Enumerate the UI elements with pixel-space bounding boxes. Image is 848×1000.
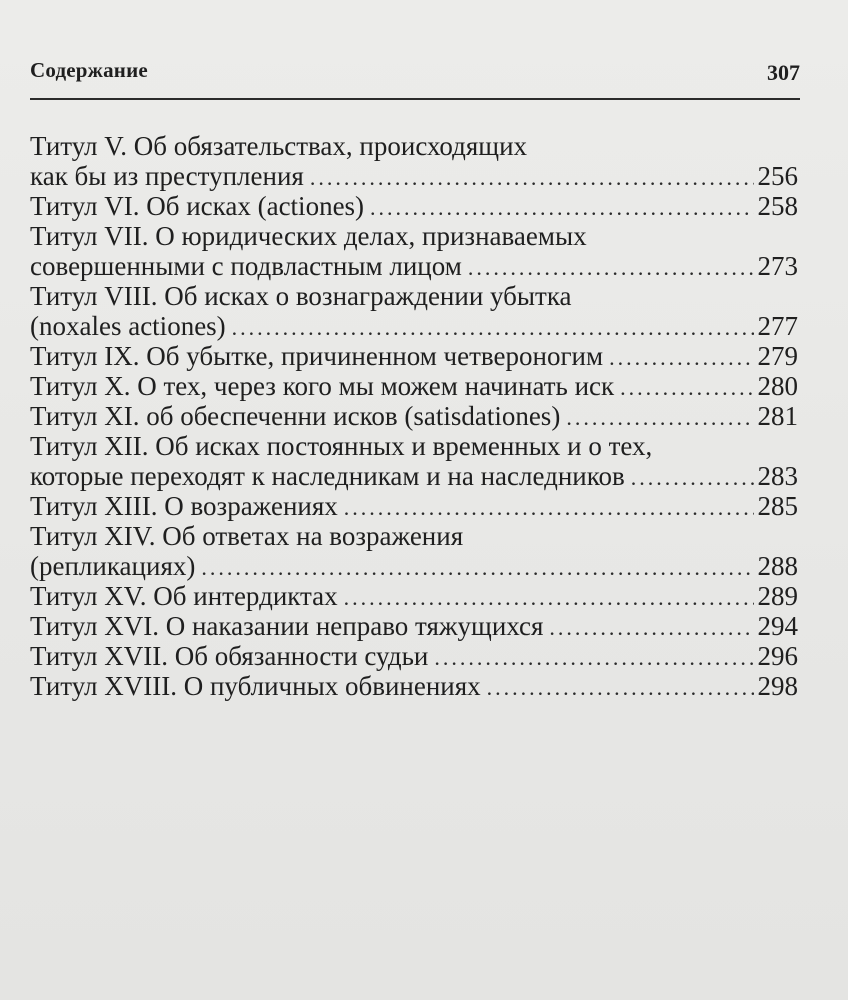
toc-page-number: 288 bbox=[757, 551, 798, 581]
toc-entry bbox=[30, 491, 798, 521]
toc-entry bbox=[30, 191, 798, 221]
toc-page-number: 281 bbox=[757, 401, 798, 431]
toc-entry-line bbox=[30, 281, 798, 311]
toc-entry-title: Титул VIII. Об исках о вознаграждении убытка bbox=[30, 281, 572, 311]
toc-entry-title: Титул X. О тех, через кого мы можем начинать иск bbox=[30, 371, 615, 401]
toc-entry bbox=[30, 641, 798, 671]
dot-leader bbox=[468, 253, 754, 283]
dot-leader bbox=[631, 463, 754, 493]
dot-leader bbox=[566, 403, 753, 433]
toc-entry bbox=[30, 671, 798, 701]
toc-entry-line bbox=[30, 401, 798, 431]
toc-entry-line bbox=[30, 611, 798, 641]
toc-entry-line bbox=[30, 311, 798, 341]
toc-entry-title: Титул XV. Об интердиктах bbox=[30, 581, 338, 611]
toc-page-number: 256 bbox=[757, 161, 798, 191]
toc-entry-line bbox=[30, 551, 798, 581]
toc-entry bbox=[30, 341, 798, 371]
toc-entry bbox=[30, 281, 798, 341]
toc-page-number: 258 bbox=[757, 191, 798, 221]
dot-leader bbox=[609, 343, 753, 373]
toc-entry-line bbox=[30, 521, 798, 551]
dot-leader bbox=[549, 613, 753, 643]
toc-entry-line bbox=[30, 221, 798, 251]
toc-entry bbox=[30, 371, 798, 401]
toc-entry-line bbox=[30, 491, 798, 521]
toc-entry-title: Титул V. Об обязательствах, происходящих bbox=[30, 131, 528, 161]
toc-page-number: 279 bbox=[757, 341, 798, 371]
dot-leader bbox=[344, 583, 754, 613]
page-number: 307 bbox=[767, 60, 800, 85]
toc-entry-title: Титул XIII. О возражениях bbox=[30, 491, 338, 521]
toc-entry-line bbox=[30, 371, 798, 401]
running-header bbox=[30, 58, 800, 100]
toc-entry-title: Титул VI. Об исках (actiones) bbox=[30, 191, 365, 221]
toc-entry-title: (noxales actiones) bbox=[30, 311, 226, 341]
toc-entry-title: Титул VII. О юридических делах, признаваемых bbox=[30, 221, 587, 251]
toc-entry-line bbox=[30, 581, 798, 611]
toc-entry-title: совершенными с подвластным лицом bbox=[30, 251, 462, 281]
toc-page-number: 298 bbox=[757, 671, 798, 701]
toc-entry-title: как бы из преступления bbox=[30, 161, 304, 191]
toc-page-number: 285 bbox=[757, 491, 798, 521]
toc-page-number: 294 bbox=[757, 611, 798, 641]
toc-entry bbox=[30, 431, 798, 491]
dot-leader bbox=[201, 553, 753, 583]
dot-leader bbox=[344, 493, 754, 523]
toc-page-number: 283 bbox=[757, 461, 798, 491]
table-of-contents bbox=[30, 131, 798, 701]
section-title: Содержание bbox=[30, 58, 148, 82]
toc-entry-line bbox=[30, 191, 798, 221]
dot-leader bbox=[620, 373, 753, 403]
toc-entry-title: Титул XVIII. О публичных обвинениях bbox=[30, 671, 481, 701]
dot-leader bbox=[487, 673, 754, 703]
toc-entry-line bbox=[30, 671, 798, 701]
toc-entry bbox=[30, 401, 798, 431]
toc-page-number: 296 bbox=[757, 641, 798, 671]
toc-entry-line bbox=[30, 341, 798, 371]
dot-leader bbox=[434, 643, 753, 673]
toc-entry-title: Титул XII. Об исках постоянных и временных и о тех, bbox=[30, 431, 653, 461]
toc-entry bbox=[30, 521, 798, 581]
toc-entry-title: Титул XVII. Об обязанности судьи bbox=[30, 641, 429, 671]
toc-entry-line bbox=[30, 131, 798, 161]
toc-entry-line bbox=[30, 461, 798, 491]
toc-entry-title: (репликациях) bbox=[30, 551, 196, 581]
toc-entry bbox=[30, 581, 798, 611]
toc-entry bbox=[30, 131, 798, 191]
toc-entry-line bbox=[30, 641, 798, 671]
dot-leader bbox=[310, 163, 754, 193]
toc-entry-title: Титул IX. Об убытке, причиненном четвероногим bbox=[30, 341, 604, 371]
dot-leader bbox=[232, 313, 754, 343]
toc-entry-title: Титул XIV. Об ответах на возражения bbox=[30, 521, 464, 551]
toc-entry-title: Титул XVI. О наказании неправо тяжущихся bbox=[30, 611, 544, 641]
toc-entry-title: Титул XI. об обеспеченни исков (satisdationes) bbox=[30, 401, 561, 431]
toc-page-number: 289 bbox=[757, 581, 798, 611]
toc-entry-line bbox=[30, 251, 798, 281]
toc-entry-line bbox=[30, 431, 798, 461]
toc-entry bbox=[30, 221, 798, 281]
toc-entry-title: которые переходят к наследникам и на наследников bbox=[30, 461, 625, 491]
toc-page-number: 280 bbox=[757, 371, 798, 401]
toc-page-number: 277 bbox=[757, 311, 798, 341]
toc-entry bbox=[30, 611, 798, 641]
toc-entry-line bbox=[30, 161, 798, 191]
toc-page-number: 273 bbox=[757, 251, 798, 281]
dot-leader bbox=[370, 193, 753, 223]
